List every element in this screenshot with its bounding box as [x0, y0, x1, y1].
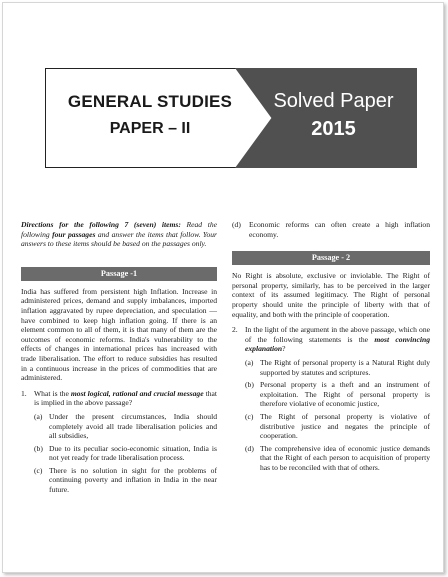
- page: [2, 2, 444, 573]
- option-label: (d): [232, 220, 241, 229]
- question-text-pre: In the light of the argument in the above passage, which one of the following statements is the: [245, 325, 430, 344]
- passage-1-heading: Passage -1: [21, 267, 217, 281]
- question-text-pre: What is the: [34, 388, 71, 398]
- option-text: Due to its peculiar socio-economic situation, India is not yet ready for trade liberalisation process.: [49, 443, 217, 463]
- option-label: (d): [245, 443, 254, 453]
- question-1: [21, 389, 217, 408]
- directions-emphasis: four passages: [52, 229, 96, 239]
- option-2d: [245, 444, 430, 473]
- option-label: (b): [34, 443, 43, 453]
- option-1d: [232, 220, 430, 239]
- directions-text-b: and answer the items that follow. Your answers to these items should be based on the passages only.: [21, 229, 218, 249]
- title-banner: [45, 68, 417, 168]
- option-1c: [34, 466, 217, 495]
- option-text: Economic reforms can often create a high inflation economy.: [249, 220, 430, 239]
- general-studies-title: GENERAL STUDIES: [67, 92, 233, 111]
- option-text: The Right of personal property is violative of distributive justice and negates the principle of cooperation.: [260, 411, 430, 441]
- option-2c: [245, 412, 430, 441]
- directions-text-a: Read the following: [21, 220, 217, 239]
- passage-2-text: No Right is absolute, exclusive or inviolable. The Right of personal property, similarly, has to be perceived in the larger context of its assumed legitimacy. The Right of personal property should unite the principle of liberty with that of equality, and both with the principle of cooperation.: [232, 271, 430, 319]
- directions: [21, 220, 217, 249]
- passage-1-text: India has suffered from persistent high Inflation. Increase in administered prices, demand and supply imbalances, imported inflation aggravated by rupee depreciation, and speculation — have combined to keep high inflation going. If there is an element common to all of them, it is that many of them are the outcomes of economic reforms. India's vulnerability to the effects of changes in international prices has increased with trade liberalisation. The effort to reduce subsidies has resulted in a continuous increase in the prices of commodities that are administered.: [21, 286, 217, 383]
- directions-prefix: Directions for the following 7 (seven) items:: [21, 220, 181, 229]
- question-emphasis: most convincing explanation: [245, 334, 431, 354]
- question-text: [34, 389, 217, 408]
- option-text: The Right of personal property is a Natural Right duly supported by statutes and scriptures.: [260, 357, 430, 377]
- right-column: [232, 220, 430, 475]
- option-label: (c): [245, 411, 254, 421]
- option-text: There is no solution in sight for the problems of continuing poverty and inflation in India in the near future.: [49, 465, 217, 495]
- option-label: (c): [34, 465, 43, 475]
- question-2: [232, 325, 430, 354]
- left-column: [21, 220, 217, 498]
- option-text: The comprehensive idea of economic justice demands that the Right of each person to acquisition of property has to be reconciled with that of others.: [260, 443, 430, 472]
- question-text: [245, 325, 430, 354]
- question-number: 1.: [21, 388, 27, 398]
- option-1a: [34, 412, 217, 441]
- paper-number: PAPER – II: [109, 120, 191, 137]
- option-2a: [245, 358, 430, 377]
- banner-left-box: [45, 68, 255, 168]
- option-text: Under the present circumstances, India should completely avoid all trade liberalisation policies and all subsidies,: [49, 411, 217, 441]
- question-emphasis: most logical, rational and crucial message: [70, 388, 204, 398]
- question-text-post: that is implied in the above passage?: [34, 388, 217, 408]
- option-label: (a): [34, 411, 43, 421]
- option-2b: [245, 380, 430, 409]
- question-number: 2.: [232, 325, 238, 335]
- question-text-post: ?: [282, 344, 286, 354]
- passage-2-heading: Passage - 2: [232, 251, 430, 265]
- solved-paper-title: Solved Paper: [273, 90, 394, 112]
- option-1b: [34, 444, 217, 463]
- option-label: (a): [245, 357, 254, 367]
- option-label: (b): [245, 380, 254, 390]
- option-text: Personal property is a theft and an instrument of exploitation. The Right of personal property is therefore violative of economic justice,: [260, 380, 430, 409]
- paper-year: 2015: [311, 118, 356, 140]
